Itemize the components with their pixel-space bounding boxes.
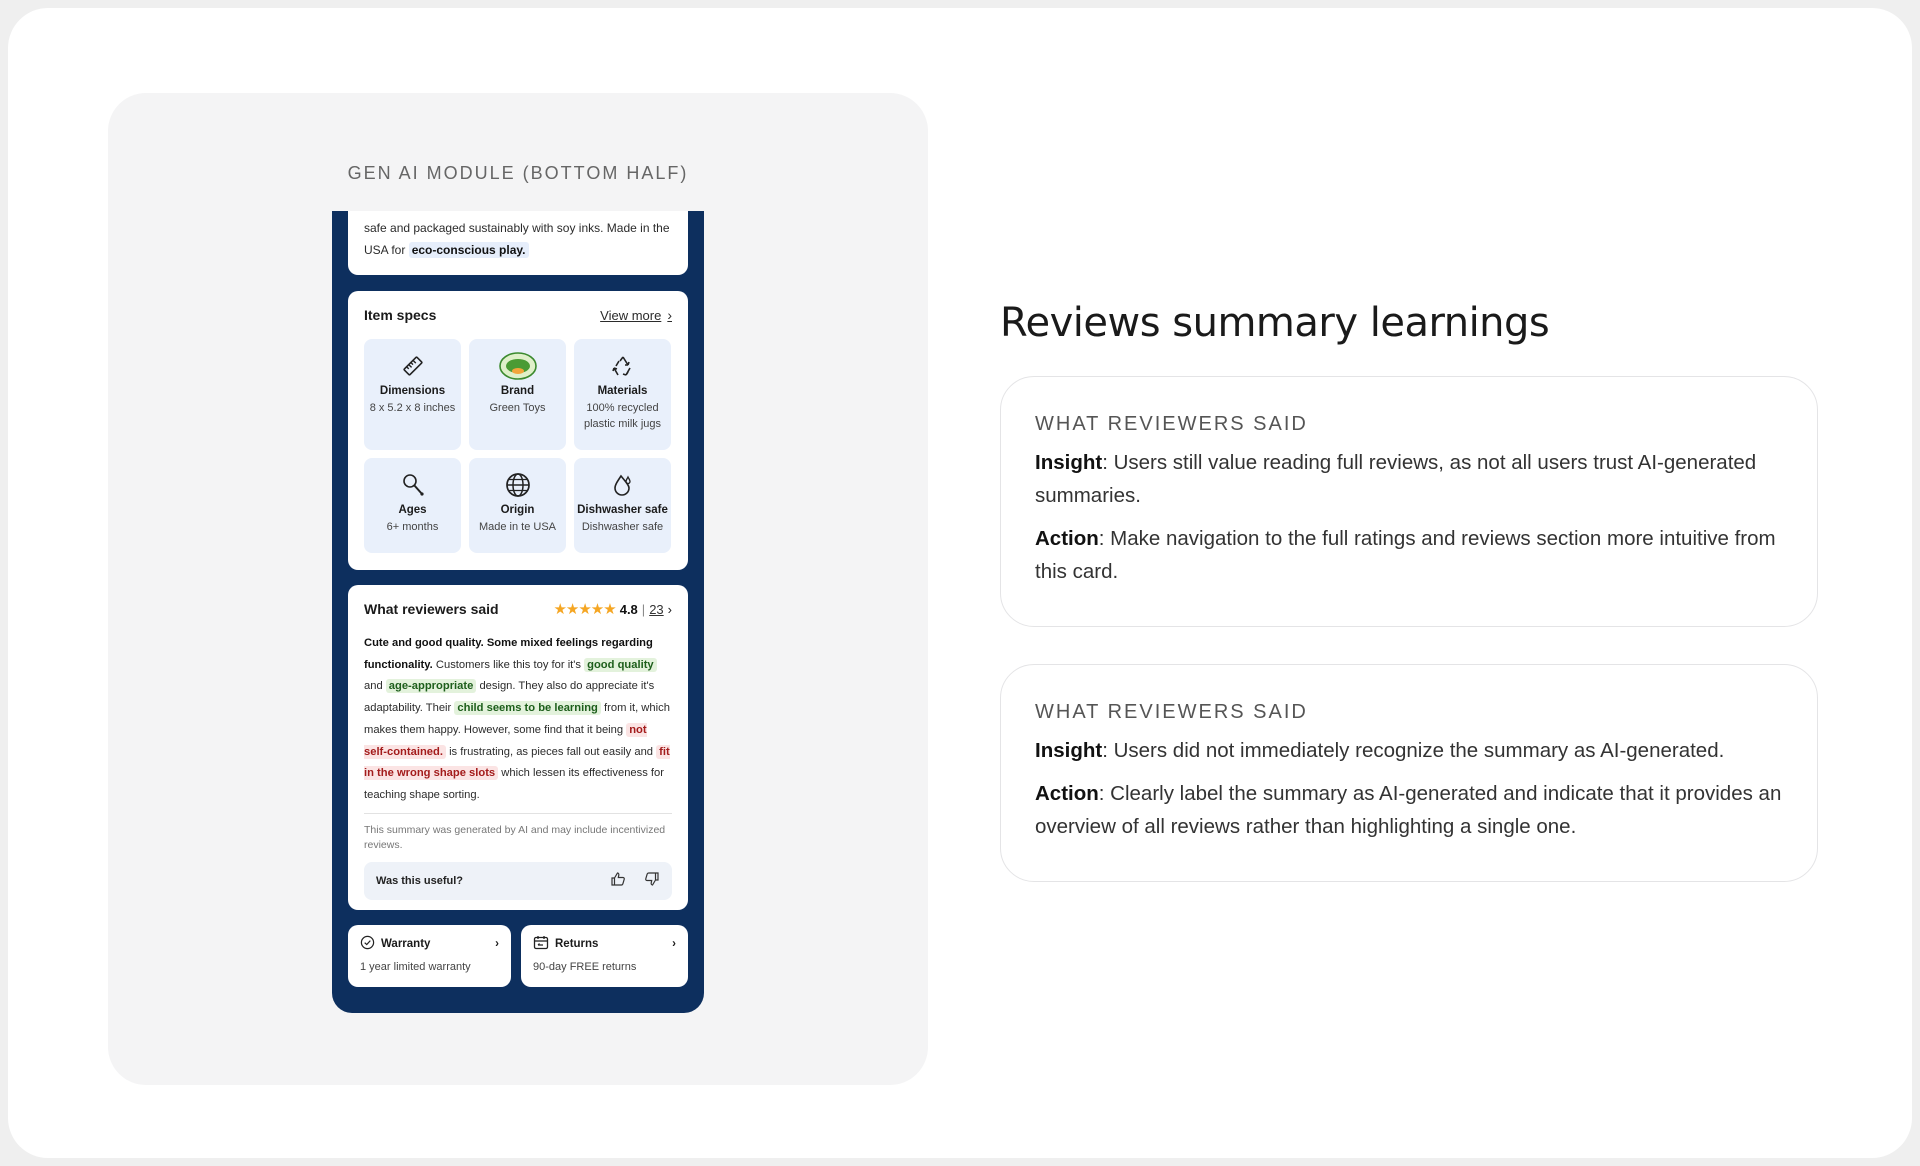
rating-separator: |	[641, 601, 646, 617]
warranty-subtitle: 1 year limited warranty	[360, 961, 471, 973]
star-rating-icon: ★★★★★	[553, 601, 616, 618]
learning-card-label: WHAT REVIEWERS SAID	[1035, 701, 1308, 723]
insight-text: Insight: Users still value reading full reviews, as not all users trust AI-generated summaries.	[1035, 451, 1757, 507]
slide-frame	[8, 8, 1912, 1158]
summary-headline: Cute and good quality. Some mixed feelings regarding functionality.	[364, 637, 653, 671]
thumbs-down-icon[interactable]	[644, 871, 660, 890]
spec-brand	[469, 339, 566, 450]
spec-dimensions	[364, 339, 461, 450]
feedback-question: Was this useful?	[376, 874, 463, 887]
review-summary: Cute and good quality. Some mixed feelings regarding functionality. Customers like this toy for it's good quality and age-appropriate design. They also do appreciate it's adaptability. Their child seems to be learning from it, which makes them happy. However, some find that it being not self-contained. is frustrating, as pieces fall out easily and fit in the wrong shape slots which lessen its effectiveness for teaching shape sorting.	[364, 637, 670, 801]
rating-value: 4.8	[619, 601, 638, 617]
review-count-link[interactable]: 23	[649, 601, 664, 617]
feedback-bar	[364, 862, 672, 900]
description-highlight: eco-conscious play.	[409, 242, 529, 258]
spec-value: Dishwasher safe	[581, 521, 664, 533]
thumbs-up-icon[interactable]	[610, 871, 626, 890]
returns-subtitle: 90-day FREE returns	[533, 961, 637, 973]
divider	[364, 813, 672, 814]
spec-value: 6+ months	[386, 521, 439, 533]
action-text: Action: Clearly label the summary as AI-generated and indicate that it provides an overview of all reviews rather than highlighting a single one.	[1035, 782, 1782, 838]
water-drop-icon	[574, 470, 671, 500]
positive-highlight: good quality	[584, 658, 657, 672]
rating-summary[interactable]	[553, 600, 672, 618]
spec-name: Ages	[398, 504, 427, 516]
item-specs-card	[348, 291, 688, 570]
green-toys-logo	[469, 351, 566, 381]
spec-value: Green Toys	[489, 402, 546, 414]
positive-highlight: age-appropriate	[386, 679, 477, 693]
learning-card	[1000, 376, 1818, 627]
page-title: Reviews summary learnings	[1000, 300, 1550, 346]
returns-title: Returns	[555, 938, 599, 950]
spec-origin	[469, 458, 566, 553]
spec-dishwasher	[574, 458, 671, 553]
reviews-card	[348, 585, 688, 910]
warranty-card[interactable]	[348, 925, 511, 987]
description-card	[348, 211, 688, 275]
item-specs-title: Item specs	[364, 307, 437, 323]
description-text: safe and packaged sustainably with soy inks. Made in the USA for	[364, 221, 670, 257]
learning-card-label: WHAT REVIEWERS SAID	[1035, 413, 1308, 435]
insight-text: Insight: Users did not immediately recognize the summary as AI-generated.	[1035, 739, 1725, 762]
spec-name: Brand	[500, 385, 535, 397]
chevron-right-icon: ›	[672, 938, 676, 950]
ruler-icon	[364, 351, 461, 381]
spec-name: Origin	[500, 504, 535, 516]
calendar-return-icon	[533, 935, 549, 953]
chevron-right-icon: ›	[667, 307, 672, 323]
spec-name: Dimensions	[379, 385, 446, 397]
check-circle-icon	[360, 935, 375, 953]
spec-value: 8 x 5.2 x 8 inches	[369, 402, 456, 414]
spec-name: Materials	[597, 385, 648, 397]
learning-card	[1000, 664, 1818, 882]
rattle-icon	[364, 470, 461, 500]
recycle-icon	[574, 351, 671, 381]
reviews-title: What reviewers said	[364, 601, 499, 617]
phone-screen	[332, 211, 704, 1013]
spec-ages	[364, 458, 461, 553]
spec-name: Dishwasher safe	[577, 504, 668, 516]
negative-highlight: fit in the wrong shape slots	[364, 745, 670, 780]
action-text: Action: Make navigation to the full ratings and reviews section more intuitive from this card.	[1035, 527, 1776, 583]
ai-disclaimer: This summary was generated by AI and may include incentivized reviews.	[364, 823, 666, 851]
module-caption: GEN AI MODULE (BOTTOM HALF)	[347, 163, 689, 183]
chevron-right-icon[interactable]: ›	[667, 601, 672, 617]
returns-card[interactable]	[521, 925, 688, 987]
spec-value: Made in te USA	[478, 521, 557, 533]
module-panel	[108, 93, 928, 1085]
warranty-title: Warranty	[381, 938, 431, 950]
spec-materials	[574, 339, 671, 450]
negative-highlight: not self-contained.	[364, 723, 647, 758]
globe-icon	[469, 470, 566, 500]
chevron-right-icon: ›	[495, 938, 499, 950]
view-more-link[interactable]: View more ›	[600, 307, 672, 323]
spec-value: 100% recycled plastic milk jugs	[583, 402, 662, 430]
positive-highlight: child seems to be learning	[454, 701, 601, 715]
